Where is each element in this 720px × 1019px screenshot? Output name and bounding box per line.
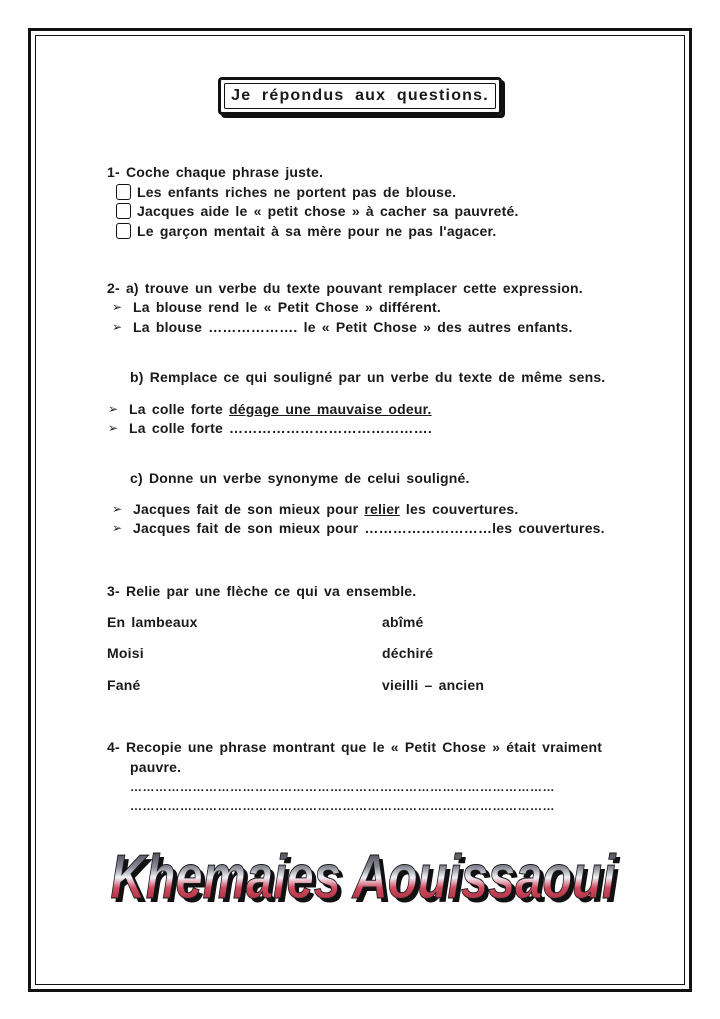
q3-left-item-3[interactable]: Fané: [107, 677, 141, 693]
signature-shadow: Khemaies Aouissaoui: [114, 847, 621, 914]
q1-option-3: Le garçon mentait à sa mère pour ne pas l'agacer.: [137, 223, 497, 239]
q2a-line-2: La blouse ………………. le « Petit Chose » des autres enfants.: [133, 319, 573, 335]
q2c-line-1: [133, 501, 519, 517]
q3-right-item-1[interactable]: abîmé: [382, 614, 424, 630]
q3-heading: 3- Relie par une flèche ce qui va ensemble.: [107, 583, 417, 599]
q2a-heading: 2- a) trouve un verbe du texte pouvant remplacer cette expression.: [107, 280, 583, 296]
signature-logo: [105, 842, 625, 914]
q2a-line-1: La blouse rend le « Petit Chose » différent.: [133, 299, 441, 315]
signature-text: Khemaies Aouissaoui: [110, 843, 617, 912]
q1-heading: 1- Coche chaque phrase juste.: [107, 164, 324, 180]
arrow-bullet-icon: ➢: [112, 300, 123, 314]
q2b-line-1-prefix: La colle forte: [129, 401, 223, 417]
arrow-bullet-icon: ➢: [108, 421, 119, 435]
q1-checkbox-1[interactable]: [116, 184, 131, 200]
q2c-underlined-verb: relier: [364, 501, 400, 517]
q3-right-item-3[interactable]: vieilli – ancien: [382, 677, 485, 693]
q1-option-2: Jacques aide le « petit chose » à cacher sa pauvreté.: [137, 203, 519, 219]
q4-answer-line-2[interactable]: …………………………………………………………………………………………: [130, 799, 555, 813]
q2b-line-2: La colle forte …………………………………….: [129, 420, 432, 436]
page-title: Je répondus aux questions.: [224, 83, 496, 109]
q3-left-item-2[interactable]: Moisi: [107, 645, 144, 661]
q4-answer-line-1[interactable]: …………………………………………………………………………………………: [130, 780, 555, 794]
title-box: [218, 77, 502, 115]
arrow-bullet-icon: ➢: [108, 402, 119, 416]
q2c-line-1-prefix: Jacques fait de son mieux pour: [133, 501, 359, 517]
q4-heading-continued: pauvre.: [130, 759, 182, 775]
q1-checkbox-3[interactable]: [116, 223, 131, 239]
arrow-bullet-icon: ➢: [112, 320, 123, 334]
q2b-underlined-expression: dégage une mauvaise odeur.: [229, 401, 432, 417]
q2c-line-1-suffix: les couvertures.: [405, 501, 519, 517]
q1-option-1: Les enfants riches ne portent pas de blouse.: [137, 184, 457, 200]
q2b-line-1: [129, 401, 432, 417]
q2c-heading: c) Donne un verbe synonyme de celui souligné.: [130, 470, 470, 486]
arrow-bullet-icon: ➢: [112, 502, 123, 516]
q4-heading: 4- Recopie une phrase montrant que le « Petit Chose » était vraiment: [107, 739, 603, 755]
q3-left-item-1[interactable]: En lambeaux: [107, 614, 198, 630]
arrow-bullet-icon: ➢: [112, 521, 123, 535]
q2c-line-2: Jacques fait de son mieux pour ………………………les couvertures.: [133, 520, 605, 536]
q1-checkbox-2[interactable]: [116, 203, 131, 219]
q3-right-item-2[interactable]: déchiré: [382, 645, 434, 661]
q2b-heading: b) Remplace ce qui souligné par un verbe du texte de même sens.: [130, 369, 606, 385]
